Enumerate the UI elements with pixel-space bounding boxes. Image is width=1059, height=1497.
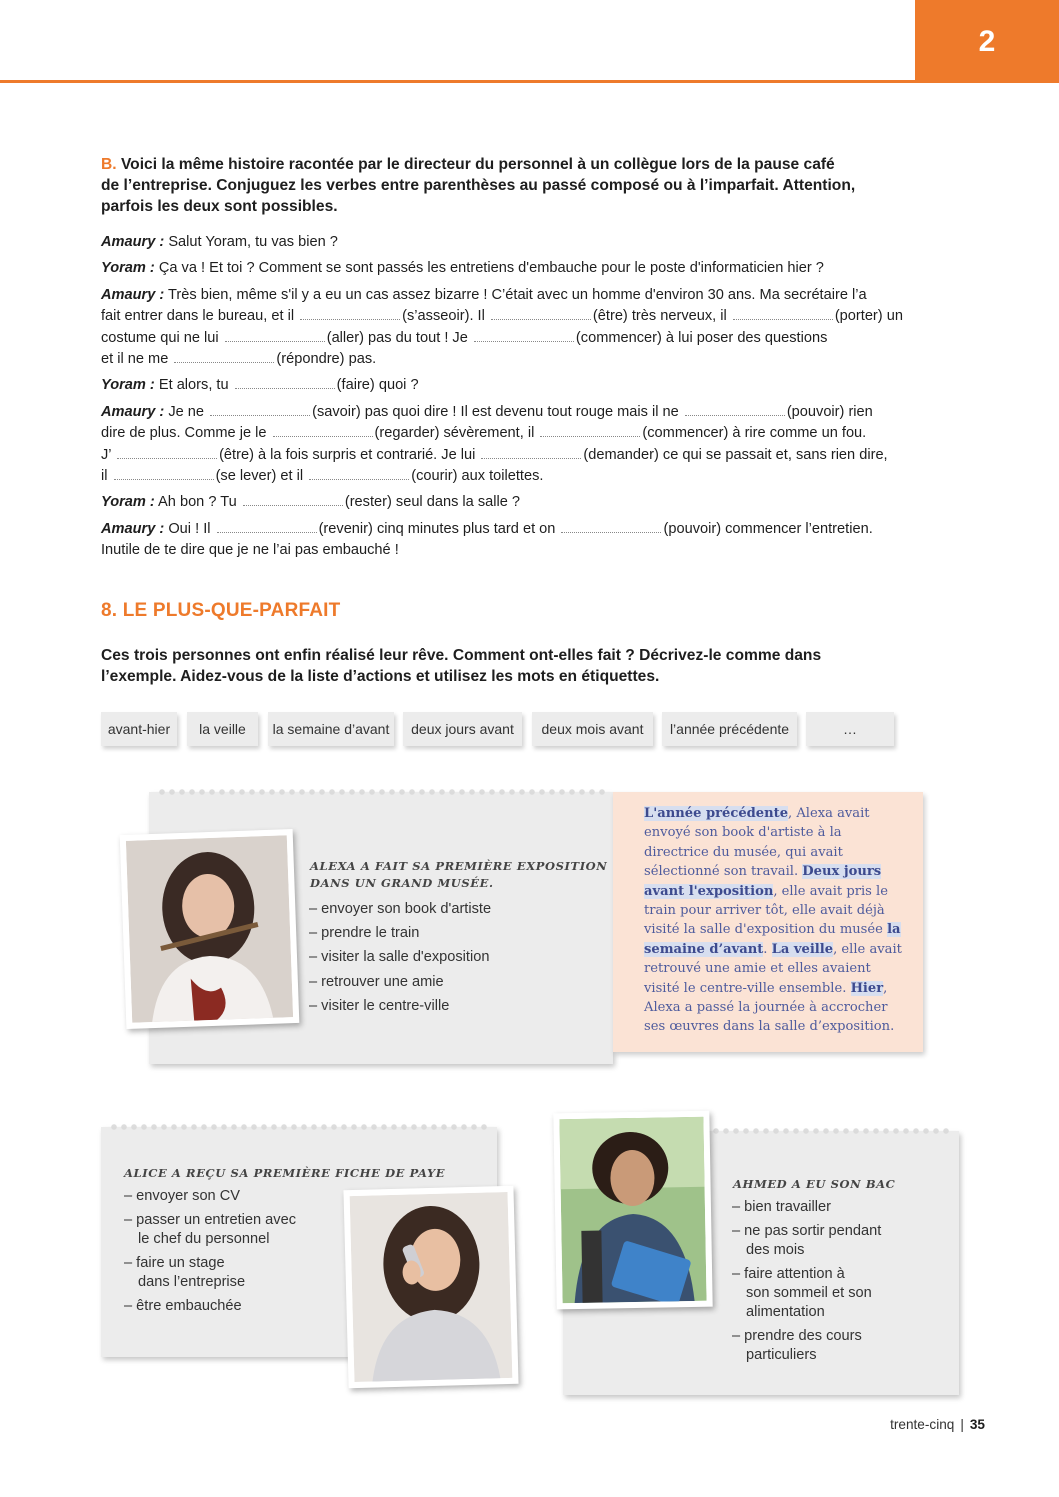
line-text: Et alors, tu [154, 377, 229, 394]
line-text: Très bien, même s'il y a eu un cas assez bizarre ! C’était avec un homme d'environ 30 ans. Ma secrétaire l’a [164, 286, 867, 303]
instruction-line: Voici la même histoire racontée par le directeur du personnel à un collègue lors de la pause café [120, 156, 835, 173]
highlight: L'année précédente [644, 806, 789, 821]
tag-label: deux mois avant [532, 712, 653, 746]
dialog-line [101, 258, 946, 279]
list-item: dans l’entreprise [138, 1274, 246, 1290]
answer-blank[interactable] [491, 308, 591, 320]
text: . [763, 941, 772, 957]
instruction-line: Ces trois personnes ont enfin réalisé leur rêve. Comment ont-elles fait ? Décrivez-le comme dans [101, 647, 822, 664]
line-text: (se lever) et il [215, 468, 304, 485]
line-text: fait entrer dans le bureau, et il [101, 308, 295, 325]
example-text [644, 804, 909, 1037]
list-item: – être embauchée [124, 1298, 242, 1314]
list-item: – faire attention à [732, 1266, 845, 1282]
torn-edge [109, 1121, 489, 1131]
line-text: (courir) aux toilettes. [411, 468, 544, 485]
line-text: (être) très nerveux, il [592, 308, 727, 325]
line-text: (commencer) à rire comme un fou. [642, 425, 867, 442]
ahmed-photo [553, 1111, 712, 1310]
list-item: – bien travailler [732, 1199, 831, 1215]
list-item: – passer un entretien avec [124, 1212, 296, 1228]
line-text: Inutile de te dire que je ne l’ai pas embauché ! [101, 542, 399, 559]
line-text: et il ne me [101, 351, 169, 368]
alice-photo [343, 1186, 518, 1388]
list-item: – prendre des cours [732, 1328, 862, 1344]
line-text: Oui ! Il [164, 520, 211, 537]
line-text: (faire) quoi ? [336, 377, 419, 394]
list-item: – ne pas sortir pendant [732, 1223, 882, 1239]
line-text: (aller) pas du tout ! Je [326, 329, 468, 346]
text: , Alexa avait envoyé son book d'artiste à la directrice du musée, qui avait sélectionné son travail. [644, 806, 870, 880]
tag-label: la semaine d’avant [268, 712, 394, 746]
tag-label: deux jours avant [403, 712, 522, 746]
line-text: (demander) ce qui se passait et, sans rien dire, [583, 446, 888, 463]
line-text: (commencer) à lui poser des questions [575, 329, 828, 346]
speaker-name: Amaury : [101, 286, 165, 303]
dialog-line [101, 285, 946, 371]
line-text: (être) à la fois surpris et contrarié. Je lui [219, 446, 476, 463]
line-text: dire de plus. Comme je le [101, 425, 267, 442]
line-text: il [101, 468, 108, 485]
section8-instruction [101, 645, 961, 687]
line-text: (rester) seul dans la salle ? [344, 494, 521, 511]
list-item: – envoyer son book d'artiste [309, 901, 492, 917]
highlight: Deux jours avant l'exposition [644, 864, 882, 899]
answer-blank[interactable] [273, 425, 373, 437]
alexa-action-list [309, 897, 491, 1018]
line-text: (pouvoir) rien [786, 403, 873, 420]
highlight: la semaine d’avant [644, 922, 901, 957]
line-text: (s’asseoir). Il [402, 308, 485, 325]
answer-blank[interactable] [561, 521, 661, 533]
answer-blank[interactable] [114, 468, 214, 480]
highlight: La veille [771, 941, 834, 957]
list-item: – faire un stage [124, 1255, 225, 1271]
student-with-folder-image [559, 1117, 706, 1303]
highlight: Hier [850, 980, 884, 996]
answer-blank[interactable] [243, 494, 343, 506]
list-item: – visiter la salle d'exposition [309, 949, 490, 966]
section-title: 8. LE PLUS-QUE-PARFAIT [101, 600, 341, 621]
exercise-letter: B. [101, 156, 117, 173]
list-item: le chef du personnel [138, 1231, 270, 1247]
text: , elle avait pris le train pour arriver tôt, elle avait déjà visité la salle d'exposition du musée [644, 883, 888, 938]
answer-blank[interactable] [481, 447, 581, 459]
list-item: alimentation [746, 1304, 825, 1320]
alexa-title [310, 858, 607, 892]
line-text: Salut Yoram, tu vas bien ? [164, 234, 338, 250]
title-line: DANS UN GRAND MUSÉE. [310, 876, 494, 890]
line-text: costume qui ne lui [101, 329, 219, 346]
line-text: (savoir) pas quoi dire ! Il est devenu tout rouge mais il ne [312, 403, 679, 420]
alice-action-list [124, 1187, 296, 1321]
speaker-name: Amaury : [101, 520, 165, 537]
speaker-name: Yoram : [101, 494, 155, 511]
answer-blank[interactable] [225, 330, 325, 342]
speaker-name: Amaury : [101, 234, 165, 250]
dialog-line [101, 232, 946, 253]
text: , Alexa a passé la journée à accrocher ses œuvres dans la salle d’exposition. [644, 980, 895, 1035]
answer-blank[interactable] [300, 308, 400, 320]
speaker-name: Amaury : [101, 403, 165, 420]
line-text: (regarder) sévèrement, il [374, 425, 535, 442]
dialog-line [101, 519, 946, 562]
list-item: – visiter le centre-ville [309, 997, 450, 1014]
line-text: Je ne [164, 403, 205, 420]
dialog-text [101, 232, 946, 567]
answer-blank[interactable] [685, 404, 785, 416]
page-footer [890, 1417, 985, 1432]
tag-label: … [806, 712, 894, 746]
speaker-name: Yoram : [101, 377, 155, 394]
speaker-name: Yoram : [101, 260, 155, 277]
footer-separator: | [960, 1417, 964, 1432]
list-item: son sommeil et son [746, 1285, 872, 1301]
exercise-b-instruction [101, 154, 961, 217]
text: , elle avait retrouvé une amie et elles avaient visité le centre-ville ensemble. [644, 941, 902, 996]
list-item: des mois [746, 1242, 805, 1258]
answer-blank[interactable] [309, 468, 409, 480]
line-text: J’ [101, 446, 111, 463]
line-text: (porter) un [834, 308, 903, 325]
header-rule [0, 80, 916, 83]
answer-blank[interactable] [540, 425, 640, 437]
alexa-photo [120, 829, 300, 1029]
list-item: – retrouver une amie [309, 973, 444, 990]
alice-title: ALICE A REÇU SA PREMIÈRE FICHE DE PAYE [124, 1166, 446, 1180]
page-word: trente-cinq [890, 1417, 955, 1432]
line-text: Ah bon ? Tu [154, 494, 237, 511]
answer-blank[interactable] [235, 377, 335, 389]
answer-blank[interactable] [733, 308, 833, 320]
dialog-line [101, 492, 946, 513]
list-item: – envoyer son CV [124, 1188, 241, 1204]
answer-blank[interactable] [174, 351, 274, 363]
chapter-number-tab: 2 [915, 0, 1059, 83]
list-item: particuliers [746, 1347, 817, 1363]
ahmed-title: AHMED A EU SON BAC [733, 1177, 896, 1191]
woman-artist-image [126, 835, 293, 1023]
line-text: (répondre) pas. [276, 351, 377, 368]
tag-label: l’année précédente [662, 712, 797, 746]
line-text: (pouvoir) commencer l’entretien. [663, 520, 873, 537]
title-line: ALEXA A FAIT SA PREMIÈRE EXPOSITION [310, 859, 608, 873]
instruction-line: l’exemple. Aidez-vous de la liste d’actions et utilisez les mots en étiquettes. [101, 668, 660, 685]
woman-on-phone-image [350, 1192, 513, 1382]
torn-edge [157, 786, 605, 796]
answer-blank[interactable] [117, 447, 217, 459]
dialog-line [101, 402, 946, 488]
list-item: – prendre le train [309, 925, 420, 942]
line-text: Ça va ! Et toi ? Comment se sont passés les entretiens d'embauche pour le poste d'informaticien hier ? [154, 260, 824, 277]
instruction-line: parfois les deux sont possibles. [101, 198, 338, 215]
tag-label: la veille [187, 712, 258, 746]
instruction-line: de l’entreprise. Conjuguez les verbes entre parenthèses au passé composé ou à l’imparfait. Attention, [101, 177, 856, 194]
answer-blank[interactable] [474, 330, 574, 342]
dialog-line [101, 375, 946, 396]
line-text: (revenir) cinq minutes plus tard et on [318, 520, 556, 537]
answer-blank[interactable] [210, 404, 310, 416]
answer-blank[interactable] [217, 521, 317, 533]
page-number: 35 [969, 1417, 985, 1432]
example-note [613, 792, 923, 1052]
ahmed-action-list [732, 1198, 881, 1370]
tag-label: avant-hier [101, 712, 177, 746]
